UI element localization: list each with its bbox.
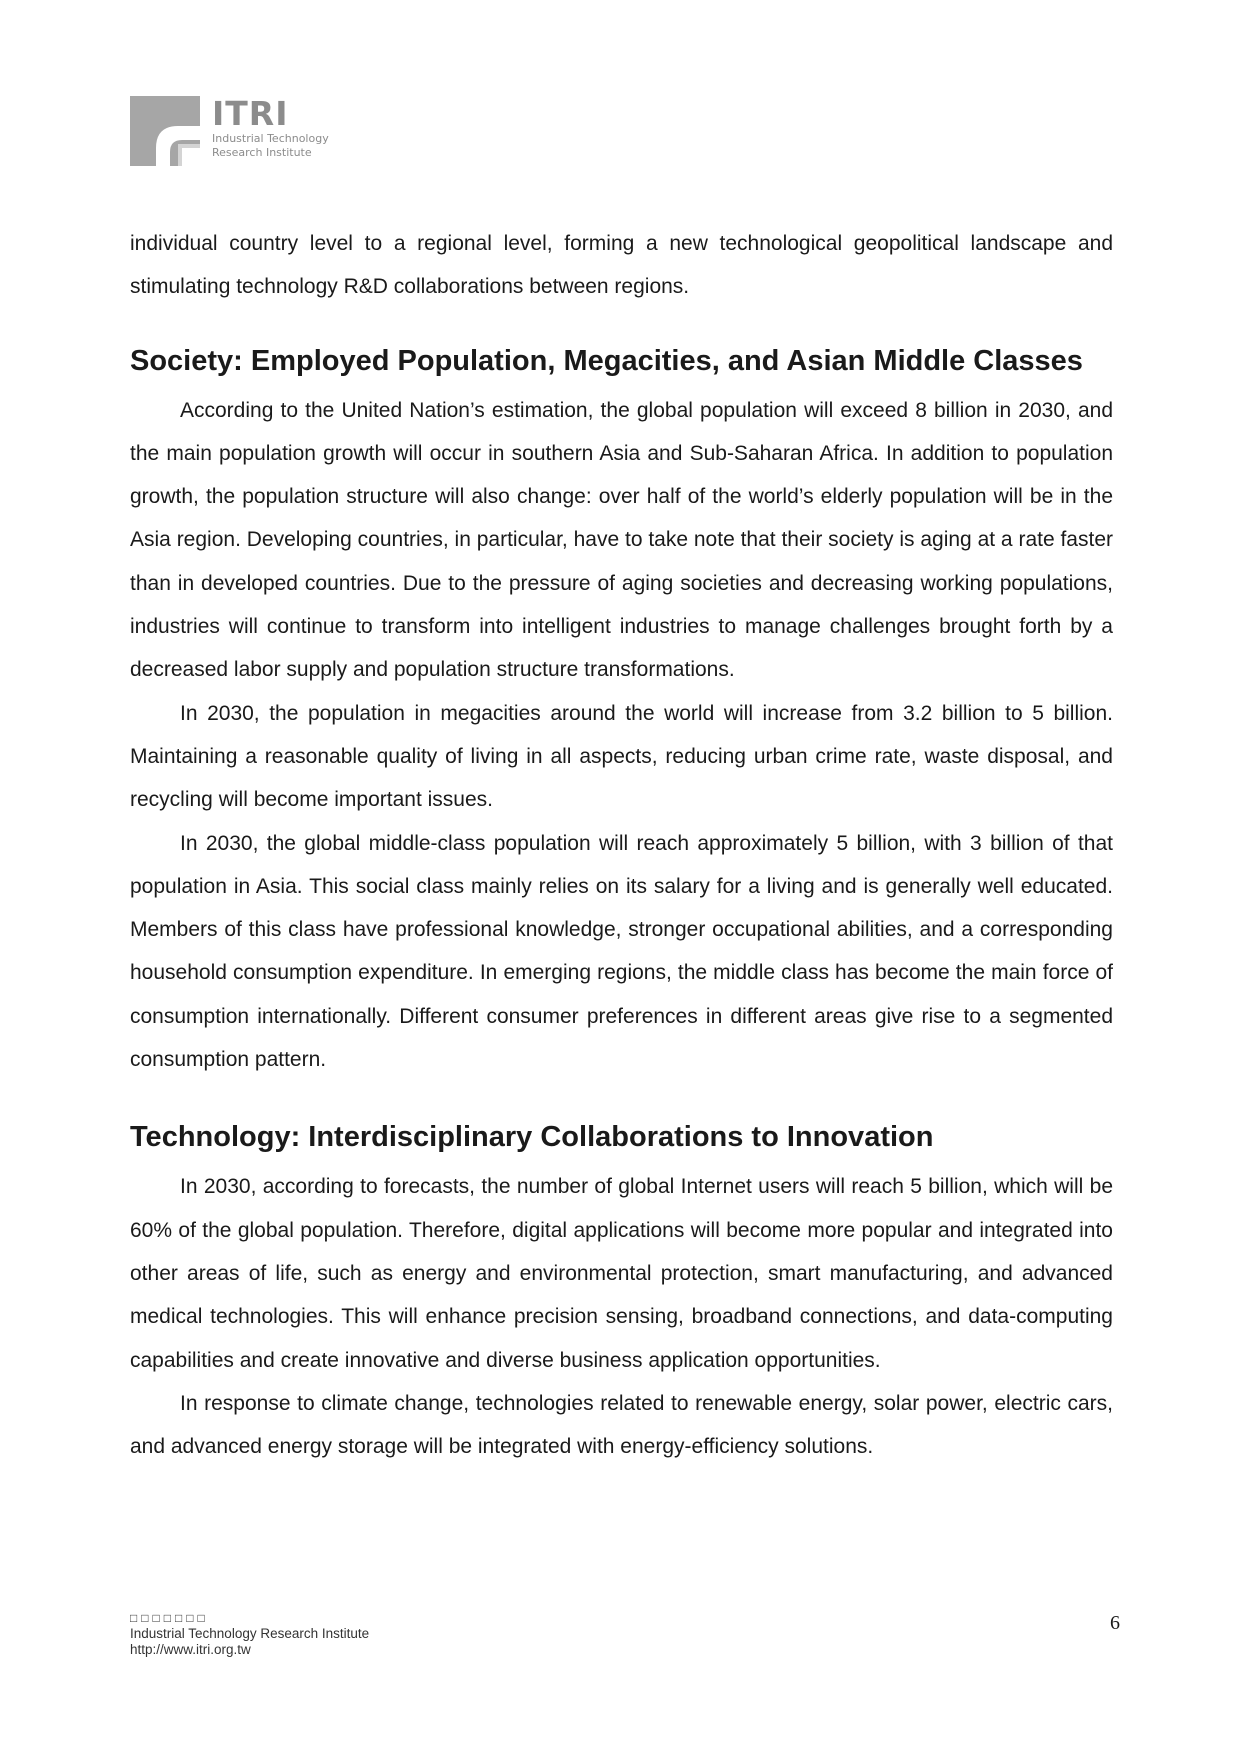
society-paragraph: According to the United Nation’s estimation, the global population will exceed 8 billion in 2030, and the main population growth will occur in southern Asia and Sub-Saharan Africa. In addition to population growth, the population structure will also change: over half of the world’s elderly population will be in the Asia region. Developing countries, in particular, have to take note that their society is aging at a rate faster than in developed countries. Due to the pressure of aging societies and decreasing working populations, industries will continue to transform into intelligent industries to manage challenges brought forth by a decreased labor supply and population structure transformations.	[130, 398, 1113, 682]
logo-acronym: ITRI	[212, 94, 289, 133]
document-body	[130, 222, 1113, 1468]
section-heading-society: Society: Employed Population, Megacities, and Asian Middle Classes	[130, 344, 1083, 377]
society-paragraph: In 2030, the population in megacities around the world will increase from 3.2 billion to 5 billion. Maintaining a reasonable quality of living in all aspects, reducing urban crime rate, waste disposal, and recycling will become important issues.	[130, 701, 1113, 812]
page-footer	[130, 1610, 369, 1658]
footer-institute: Industrial Technology Research Institute	[130, 1626, 370, 1641]
itri-logo	[130, 96, 350, 168]
society-paragraph: In 2030, the global middle-class population will reach approximately 5 billion, with 3 billion of that population in Asia. This social class mainly relies on its salary for a living and is generally well educated. Members of this class have professional knowledge, stronger occupational abilities, and a corresponding household consumption expenditure. In emerging regions, the middle class has become the main force of consumption internationally. Different consumer preferences in different areas give rise to a segmented consumption pattern.	[130, 831, 1113, 1072]
itri-logo-mark-icon	[130, 96, 200, 166]
footer-url[interactable]: http://www.itri.org.tw	[130, 1642, 251, 1657]
technology-paragraph: In 2030, according to forecasts, the number of global Internet users will reach 5 billion, which will be 60% of the global population. Therefore, digital applications will become more popular and integrated into other areas of life, such as energy and environmental protection, smart manufacturing, and advanced medical technologies. This will enhance precision sensing, broadband connections, and data-computing capabilities and create innovative and diverse business application opportunities.	[130, 1175, 1113, 1372]
logo-subtitle-line1: Industrial Technology	[212, 132, 329, 145]
footer-placeholder-glyphs: □□□□□□□	[130, 1611, 209, 1625]
logo-text	[212, 96, 329, 160]
logo-subtitle-line2: Research Institute	[212, 146, 312, 159]
page-number: 6	[1110, 1612, 1120, 1634]
section-heading-technology: Technology: Interdisciplinary Collaborations to Innovation	[130, 1121, 934, 1154]
intro-paragraph: individual country level to a regional level, forming a new technological geopolitical landscape and stimulating technology R&D collaborations between regions.	[130, 232, 1113, 299]
technology-paragraph: In response to climate change, technologies related to renewable energy, solar power, electric cars, and advanced energy storage will be integrated with energy-efficiency solutions.	[130, 1391, 1113, 1459]
